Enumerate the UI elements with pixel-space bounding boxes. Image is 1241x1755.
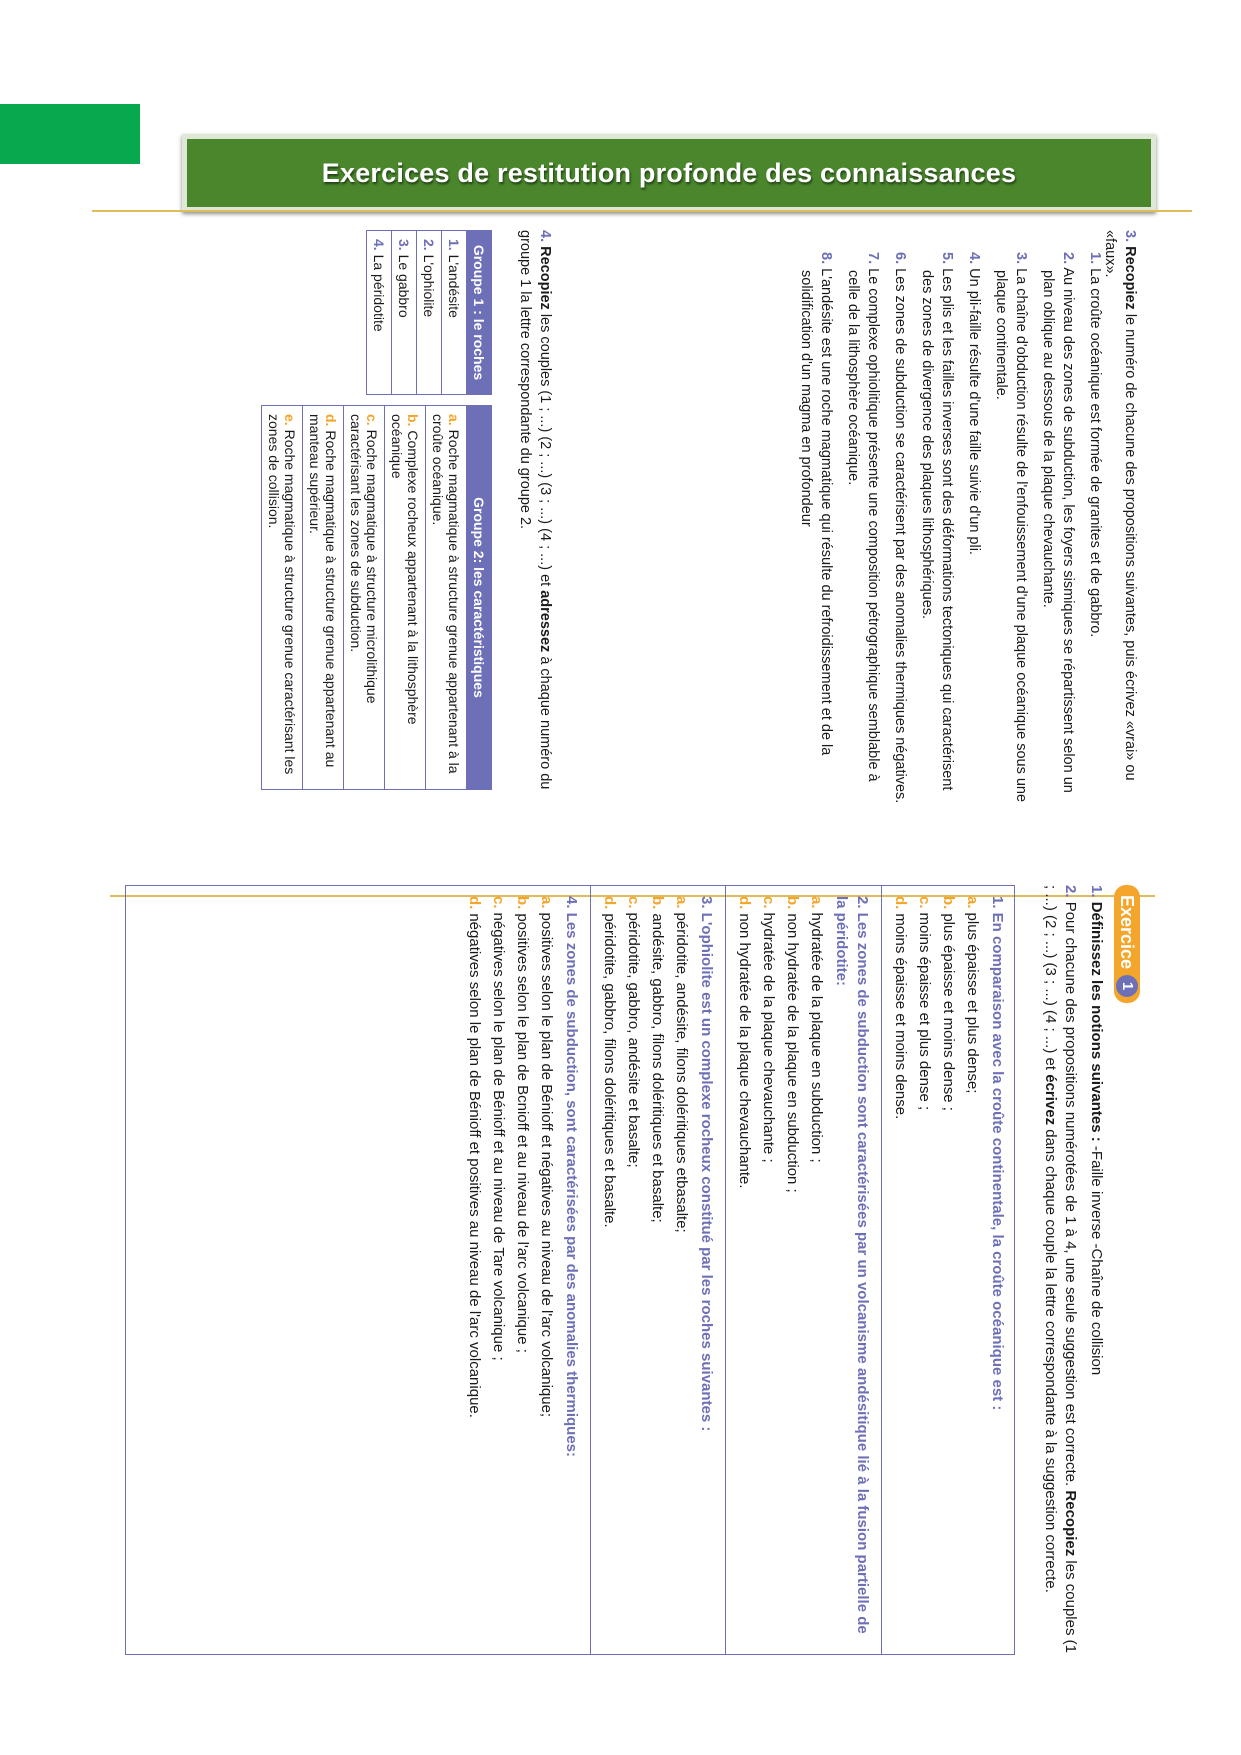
group2-row-text: Roche magmatique à structure grenue appartenant au manteau supérieur. bbox=[307, 414, 339, 768]
mcq-option-text: moins épaisse et moins dense. bbox=[892, 913, 909, 1120]
group1-header: Groupe 1 : le roches bbox=[467, 231, 492, 395]
group1-row bbox=[392, 231, 417, 395]
mcq-option-letter: a. bbox=[538, 896, 555, 909]
group2-row-text: Complexe rocheux appartenant à la lithosphère océanique bbox=[389, 414, 421, 725]
mcq-option bbox=[806, 896, 827, 1644]
mcq-separator bbox=[881, 886, 882, 1654]
ex3-item-number: 7. bbox=[865, 252, 881, 265]
group1-row bbox=[442, 231, 467, 395]
ex3-item-text: Au niveau des zones de subduction, les foyers sismiques se répartissent selon un plan oblique au dessous de la plaque chevauchante. bbox=[1040, 267, 1076, 793]
exercise-1-column bbox=[100, 885, 1140, 1670]
mcq-option bbox=[623, 896, 644, 1644]
group2-row bbox=[262, 406, 303, 790]
ex1-q2-bold-1: Recopiez bbox=[1062, 1490, 1079, 1557]
mcq-separator bbox=[725, 886, 726, 1654]
mcq-option-letter: a. bbox=[673, 896, 690, 909]
group2-row-text: Roche magmatique à structure grenue appartenant à la croûte océanique. bbox=[430, 414, 462, 774]
group2-row-letter: a. bbox=[446, 414, 462, 426]
mcq-option bbox=[512, 896, 533, 1644]
ex3-intro-text: le numéro de chacune des propositions suivantes, puis écrivez «vrai» ou «faux». bbox=[1102, 230, 1138, 781]
group2-header: Groupe 2: les caractéristiques bbox=[467, 406, 492, 790]
mcq-option-letter: d. bbox=[736, 896, 753, 910]
mcq-option-letter: c. bbox=[760, 896, 777, 909]
ex4-text-1: les couples (1 ; ...) (2 ; ...) (3 ; ...) (4 ; ...) et bbox=[537, 309, 553, 591]
mcq-question bbox=[464, 896, 582, 1644]
mcq-question-head: 4. Les zones de subduction, sont caractérisées par des anomalies thermiques: bbox=[563, 896, 580, 1458]
ex1-q1 bbox=[1086, 885, 1106, 1655]
mcq-option-text: andésite, gabbro, filons doléritiques et basalte; bbox=[649, 913, 666, 1223]
mcq-option bbox=[758, 896, 779, 1644]
group2-row-text: Roche magmatique à structure grenue caractérisant les zones de collision. bbox=[266, 414, 298, 775]
ex3-item-text: Le complexe ophiolitique présente une composition pétrographique semblable à celle de la lithosphère océanique. bbox=[845, 268, 881, 782]
ex1-q2-text-3: dans chaque couple la lettre correspondante à la suggestion correcte. bbox=[1042, 1125, 1059, 1593]
exercise-badge-text: Exercice bbox=[1117, 895, 1138, 970]
ex4-text-2: à chaque numéro du groupe 1 la lettre correspondante du groupe 2. bbox=[517, 230, 553, 790]
exercise-3-4-column bbox=[100, 230, 1140, 815]
page-title: Exercices de restitution profonde des connaissances bbox=[321, 157, 1017, 188]
mcq-option-letter: a. bbox=[808, 896, 825, 909]
mcq-option-letter: b. bbox=[940, 896, 957, 910]
ex3-item-number: 8. bbox=[818, 252, 834, 265]
group2-row bbox=[385, 406, 426, 790]
ex3-item-text: Un pli-faille résulte d'une faille suivie d'un pli. bbox=[966, 268, 982, 555]
ex3-item bbox=[890, 252, 910, 812]
top-divider bbox=[92, 210, 1192, 212]
group2-row bbox=[344, 406, 385, 790]
group1-row-text: Le gabbro bbox=[396, 254, 412, 318]
ex3-item-number: 2. bbox=[1060, 252, 1076, 265]
ex3-item-number: 5. bbox=[939, 252, 955, 265]
mcq-option-text: négatives selon le plan de Bénioff et positives au niveau de l'arc volcanique. bbox=[466, 913, 483, 1418]
group1-row bbox=[367, 231, 392, 395]
ex3-item-number: 4. bbox=[966, 252, 982, 265]
mcq-option bbox=[938, 896, 959, 1644]
group2-row-text: Roche magmatique à structure microlithique caractérisant les zones de subduction. bbox=[348, 414, 380, 704]
mcq-option-text: hydratée de la plaque en subduction ; bbox=[808, 912, 825, 1163]
ex3-item bbox=[964, 252, 984, 812]
ex3-item-text: Les plis et les failles inverses sont des déformations tectoniques qui caractérisent des zones de divergence des plaques lithosphériques. bbox=[919, 268, 955, 791]
mcq-option-text: négatives selon le plan de Bénioff et au niveau de Tare volcanique ; bbox=[490, 912, 507, 1361]
mcq-option-text: péridotite, gabbro, filons doléritiques et basalte. bbox=[601, 913, 618, 1228]
ex1-q2-text-2: les couples (1 ; ...) (2 ; ...) (3 ; ...) (4 ; ...) et bbox=[1042, 885, 1079, 1653]
mcq-option-letter: b. bbox=[514, 896, 531, 910]
mcq-option-letter: a. bbox=[964, 896, 981, 909]
ex4-bold-2: adressez bbox=[537, 590, 553, 653]
mcq-option-text: non hydratée de la plaque chevauchante. bbox=[736, 913, 753, 1189]
ex4-tables bbox=[132, 230, 492, 815]
ex3-item-number: 1. bbox=[1087, 252, 1103, 265]
mcq-option-text: hydratée de la plaque chevauchante ; bbox=[760, 912, 777, 1163]
mcq-option-letter: b. bbox=[649, 896, 666, 910]
group2-row-letter: b. bbox=[405, 414, 421, 427]
mcq-option-letter: c. bbox=[916, 896, 933, 909]
group1-row-text: L'ophiolite bbox=[421, 254, 437, 318]
mcq-option-text: positives selon le plan de Bénioff et négatives au niveau de l'arc volcanique; bbox=[538, 912, 555, 1418]
ex1-q2-number: 2. bbox=[1062, 885, 1079, 898]
mcq-option bbox=[488, 896, 509, 1644]
mcq-option bbox=[914, 896, 935, 1644]
mcq-option-text: plus épaisse et moins dense ; bbox=[940, 913, 957, 1111]
ex3-item bbox=[991, 252, 1031, 812]
ex3-item bbox=[843, 252, 883, 812]
mcq-option-letter: b. bbox=[784, 896, 801, 910]
mcq-option-letter: c. bbox=[490, 896, 507, 909]
mcq-option-text: non hydratée de la plaque en subduction ; bbox=[784, 913, 801, 1193]
ex1-q2-bold-2: écrivez bbox=[1042, 1074, 1059, 1126]
ex3-item-number: 3. bbox=[1013, 252, 1029, 265]
ex1-q2-text-1: Pour chacune des propositions numérotées de 1 à 4, une seule suggestion est correcte. bbox=[1062, 901, 1079, 1487]
mcq-option-text: plus épaisse et plus dense; bbox=[964, 912, 981, 1094]
mcq-option bbox=[890, 896, 911, 1644]
mcq-option-letter: c. bbox=[625, 896, 642, 909]
group1-row-number: 3. bbox=[396, 239, 412, 251]
group1-row-text: La péridotite bbox=[371, 254, 387, 332]
mcq-option bbox=[962, 896, 983, 1644]
exercise-number-circle: 1 bbox=[1116, 975, 1138, 997]
ex3-item-text: Les zones de subduction se caractérisent par des anomalies thermiques négatives. bbox=[892, 268, 908, 804]
ex1-q1-bold: Définissez les notions suivantes : bbox=[1088, 901, 1105, 1142]
ex4-bold-1: Recopiez bbox=[537, 246, 553, 310]
ex4-intro bbox=[515, 230, 555, 815]
title-banner bbox=[182, 134, 1156, 212]
group1-row-number: 4. bbox=[371, 239, 387, 251]
group2-row-letter: c. bbox=[364, 414, 380, 426]
mcq-question bbox=[734, 896, 873, 1644]
rotated-content bbox=[100, 230, 1140, 1670]
ex1-q1-text: -Faille inverse -Chaîne de collision bbox=[1088, 1141, 1105, 1376]
exercise-badge-label bbox=[1114, 885, 1140, 1003]
group2-row bbox=[426, 406, 467, 790]
mcq-option-letter: d. bbox=[466, 896, 483, 910]
ex3-item bbox=[917, 252, 957, 812]
group2-row-letter: d. bbox=[323, 414, 339, 427]
group2-table bbox=[261, 405, 492, 790]
group1-table bbox=[366, 230, 492, 395]
mcq-question bbox=[890, 896, 1008, 1644]
mcq-separator bbox=[590, 886, 591, 1654]
mcq-option-text: péridotite, gabbro, andésite et basalte; bbox=[625, 912, 642, 1168]
ex3-intro-bold: Recopiez bbox=[1122, 246, 1138, 310]
group2-row-letter: e. bbox=[282, 414, 298, 426]
ex1-q1-number: 1. bbox=[1088, 885, 1105, 898]
mcq-option-text: positives selon le plan de Bcnioff et au niveau de l'arc volcanique ; bbox=[514, 913, 531, 1353]
ex3-list bbox=[789, 252, 1112, 812]
mcq-option bbox=[671, 896, 692, 1644]
ex3-item-text: La croûte océanique est formée de granites et de gabbro. bbox=[1087, 268, 1103, 638]
group1-row bbox=[417, 231, 442, 395]
mcq-question-head: 3. L'ophiolite est un complexe rocheux constitué par les roches suivantes : bbox=[698, 896, 715, 1432]
mcq-option bbox=[734, 896, 755, 1644]
mcq-option-letter: d. bbox=[892, 896, 909, 910]
ex4-number: 4. bbox=[537, 230, 553, 243]
mcq-option bbox=[599, 896, 620, 1644]
group1-row-text: L'andésite bbox=[446, 254, 462, 318]
green-corner-tab bbox=[0, 104, 140, 164]
mcq-question-head: 2. Les zones de subduction sont caractérisées par un volcanisme andésitique lié à la fusion partielle de la péridotite: bbox=[833, 896, 871, 1634]
ex3-item-text: L'andésite est une roche magmatique qui résulte du refroidissement et de la solidification d'un magma en profondeur bbox=[798, 268, 834, 756]
mcq-option-letter: d. bbox=[601, 896, 618, 910]
mcq-question-head: 1. En comparaison avec la croûte continentale, la croûte océanique est : bbox=[989, 896, 1006, 1411]
mcq-option-text: moins épaisse et plus dense ; bbox=[916, 912, 933, 1111]
ex3-number: 3. bbox=[1122, 230, 1138, 243]
ex3-item-number: 6. bbox=[892, 252, 908, 265]
mcq-option bbox=[536, 896, 557, 1644]
mcq-option-text: péridotite, andésite, filons doléritiques etbasalte; bbox=[673, 912, 690, 1233]
ex3-item-text: La chaîne d'obduction résulte de l'enfouissement d'une plaque océanique sous une plaque continentale. bbox=[993, 268, 1029, 803]
group1-row-number: 1. bbox=[446, 239, 462, 251]
mcq-option bbox=[782, 896, 803, 1644]
ex3-item bbox=[1085, 252, 1105, 812]
group2-row bbox=[303, 406, 344, 790]
mcq-option bbox=[464, 896, 485, 1644]
ex3-item bbox=[1038, 252, 1078, 812]
mcq-question bbox=[599, 896, 717, 1644]
ex1-q2 bbox=[1040, 885, 1080, 1655]
mcq-option bbox=[647, 896, 668, 1644]
exercise-badge bbox=[1114, 885, 1140, 1003]
group1-row-number: 2. bbox=[421, 239, 437, 251]
mcq-box bbox=[125, 885, 1015, 1655]
ex3-item bbox=[796, 252, 836, 812]
